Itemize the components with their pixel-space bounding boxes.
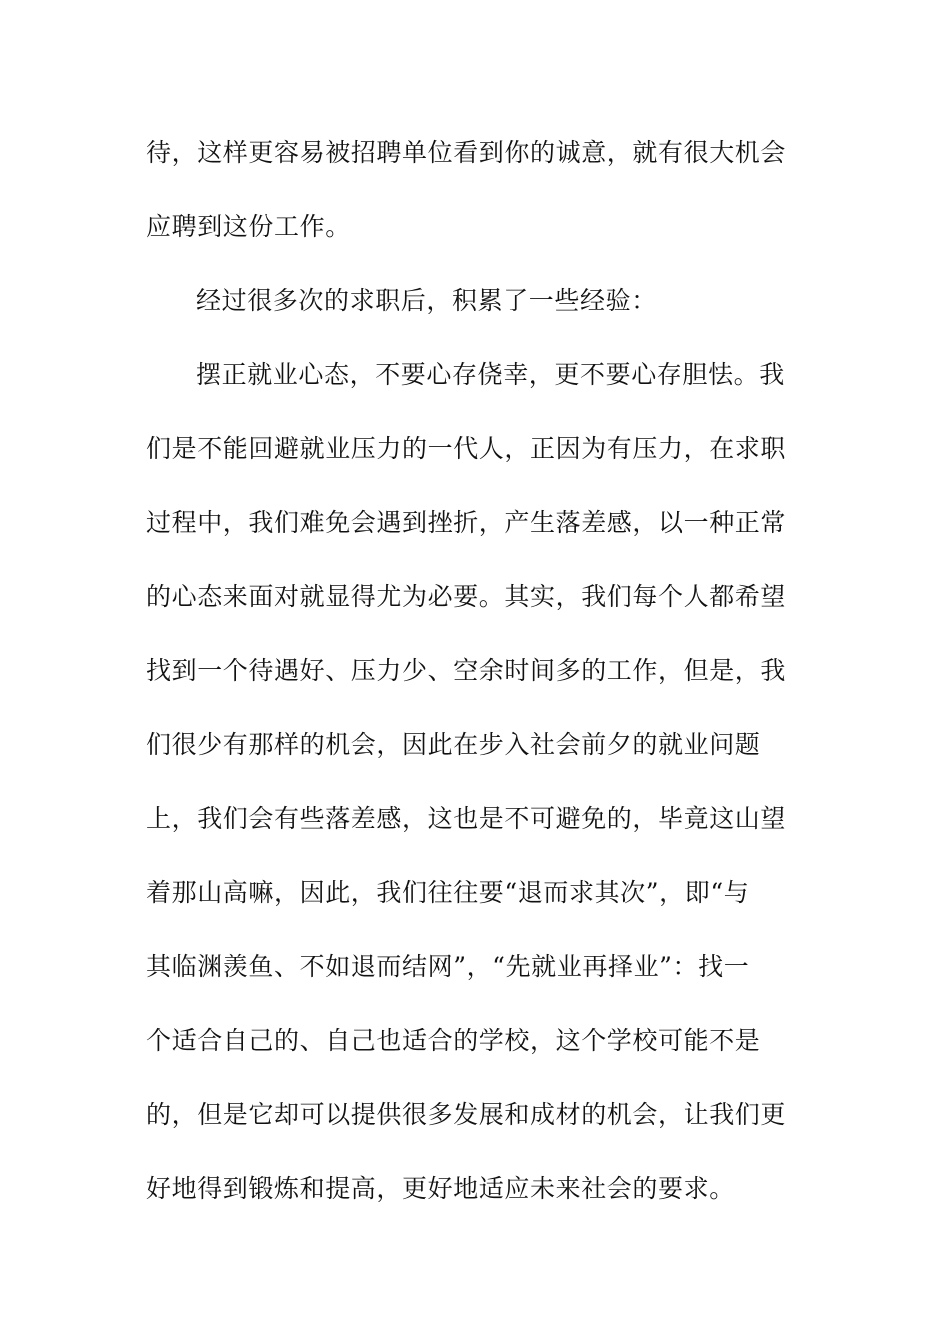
text-line-8: 找到一个待遇好、压力少、空余时间多的工作，但是，我 xyxy=(146,656,787,685)
text-line-2: 应聘到这份工作。 xyxy=(146,212,351,241)
text-line-9: 们很少有那样的机会，因此在步入社会前夕的就业问题 xyxy=(146,730,761,759)
text-line-7: 的心态来面对就显得尤为必要。其实，我们每个人都希望 xyxy=(146,582,787,611)
text-line-14: 的，但是它却可以提供很多发展和成材的机会，让我们更 xyxy=(146,1100,787,1129)
text-line-12: 其临渊羡鱼、不如退而结网”，“先就业再择业”：找一 xyxy=(146,952,750,981)
text-line-6: 过程中，我们难免会遇到挫折，产生落差感，以一种正常 xyxy=(146,508,787,537)
text-line-15: 好地得到锻炼和提高，更好地适应未来社会的要求。 xyxy=(146,1174,735,1203)
text-line-3: 经过很多次的求职后，积累了一些经验： xyxy=(196,286,657,315)
text-line-11: 着那山高嘛，因此，我们往往要“退而求其次”，即“与 xyxy=(146,878,750,907)
text-line-5: 们是不能回避就业压力的一代人，正因为有压力，在求职 xyxy=(146,434,787,463)
text-line-13: 个适合自己的、自己也适合的学校，这个学校可能不是 xyxy=(146,1026,761,1055)
text-line-1: 待，这样更容易被招聘单位看到你的诚意，就有很大机会 xyxy=(146,138,787,167)
text-line-10: 上，我们会有些落差感，这也是不可避免的，毕竟这山望 xyxy=(146,804,787,833)
text-line-4: 摆正就业心态，不要心存侥幸，更不要心存胆怯。我 xyxy=(196,360,785,389)
